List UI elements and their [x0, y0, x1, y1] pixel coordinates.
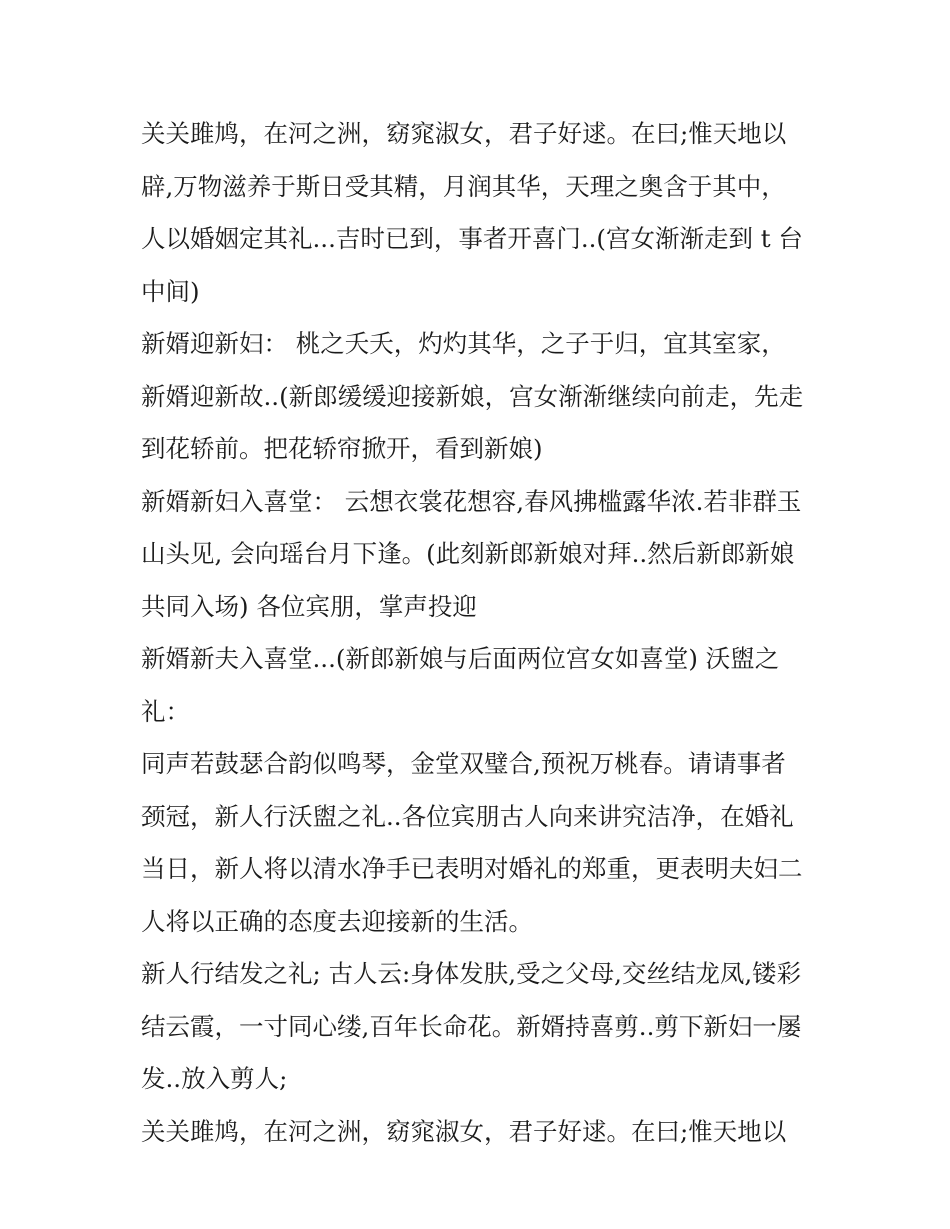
text-line: 辟,万物滋养于斯日受其精，月润其华，天理之奥含于其中， — [141, 171, 786, 201]
text-line: 当日，新人将以清水净手已表明对婚礼的郑重，更表明夫妇二 — [141, 854, 803, 883]
text-line: 颈冠，新人行沃盥之礼..各位宾朋古人向来讲究洁净，在婚礼 — [141, 801, 794, 831]
text-line: 结云霞，一寸同心缕,百年长命花。新婿持喜剪..剪下新妇一屡 — [141, 1011, 802, 1041]
text-line: 发..放入剪人; — [141, 1064, 288, 1093]
text-line: 人以婚姻定其礼...吉时已到，事者开喜门..(宫女渐渐走到 t 台 — [141, 224, 803, 253]
text-line: 山头见, 会向瑶台月下逢。(此刻新郎新娘对拜..然后新郎新娘 — [141, 539, 795, 568]
text-line: 新婿新妇入喜堂： 云想衣裳花想容,春风拂槛露华浓.若非群玉 — [141, 486, 802, 516]
text-line: 关关雎鸠，在河之洲，窈窕淑女，君子好逑。在曰;惟天地以 — [141, 1116, 787, 1146]
text-line: 新婿新夫入喜堂...(新郎新娘与后面两位宫女如喜堂) 沃盥之 — [141, 644, 780, 673]
text-line: 新人行结发之礼; 古人云:身体发肤,受之父母,交丝结龙凤,镂彩 — [141, 959, 802, 988]
text-line: 共同入场) 各位宾朋，掌声投迎 — [141, 591, 477, 621]
text-line: 中间) — [141, 276, 200, 306]
text-line: 新婿迎新妇： 桃之夭夭，灼灼其华，之子于归，宜其室家， — [141, 329, 786, 358]
text-line: 关关雎鸠，在河之洲，窈窕淑女，君子好逑。在曰;惟天地以 — [141, 119, 787, 148]
text-line: 同声若鼓瑟合韵似鸣琴，金堂双璧合,预祝万桃春。请请事者 — [141, 749, 786, 778]
body-text — [141, 108, 831, 1158]
text-line: 人将以正确的态度去迎接新的生活。 — [141, 906, 533, 936]
text-line: 到花轿前。把花轿帘掀开，看到新娘) — [141, 434, 543, 463]
text-line: 新婿迎新故..(新郎缓缓迎接新娘，宫女渐渐继续向前走，先走 — [141, 381, 804, 411]
text-line: 礼： — [141, 696, 190, 726]
